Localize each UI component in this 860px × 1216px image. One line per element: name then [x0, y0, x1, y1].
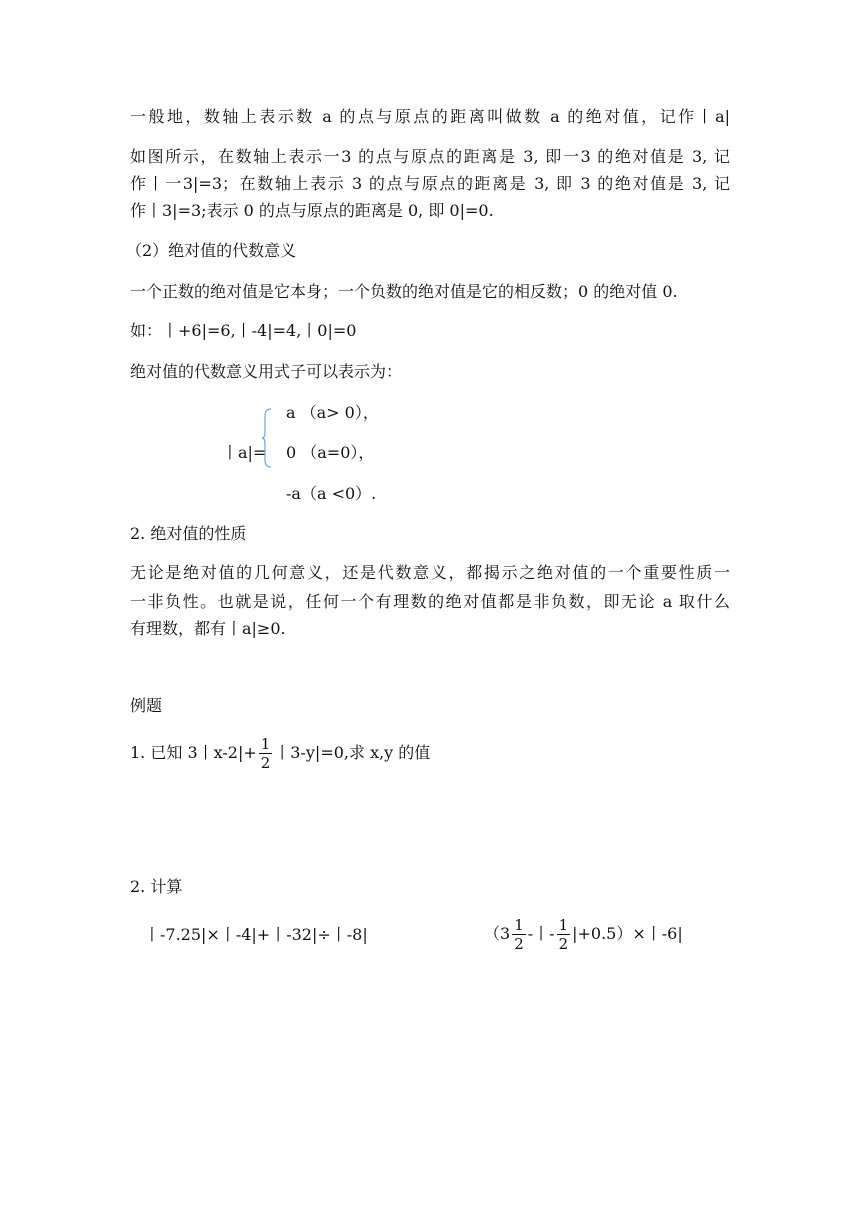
- example-1: [130, 733, 430, 773]
- fraction-denominator: 2: [514, 935, 524, 953]
- fraction-denominator: 2: [558, 935, 569, 953]
- paragraph-example-line-2: 作丨一3|=3；在数轴上表示 3 的点与原点的距离是 3, 即 3 的绝对值是 3, 记: [130, 174, 730, 193]
- piecewise-case-positive: a （a> 0），: [286, 403, 379, 422]
- piecewise-case-zero: 0 （a=0），: [286, 443, 375, 462]
- paragraph-nonnegativity-line-2: 一非负性。也就是说，任何一个有理数的绝对值都是非负数，即无论 a 取什么: [130, 592, 730, 611]
- fraction-numerator: 1: [260, 735, 271, 753]
- expression-a: 丨-7.25|×丨-4|+丨-32|÷丨-8|: [144, 925, 368, 944]
- piecewise-case-negative: -a（a <0）.: [286, 484, 377, 503]
- expression-b-prefix: （3: [484, 924, 511, 943]
- examples-heading: 例题: [130, 696, 163, 715]
- expression-b-middle: -丨-: [527, 924, 555, 943]
- paragraph-definition: 一般地，数轴上表示数 a 的点与原点的距离叫做数 a 的绝对值，记作丨a|: [130, 107, 730, 126]
- paragraph-algebraic-meaning: 一个正数的绝对值是它本身；一个负数的绝对值是它的相反数；0 的绝对值 0.: [130, 282, 678, 301]
- example-1-suffix: 丨3-y|=0,求 x,y 的值: [274, 743, 431, 762]
- fraction-numerator: 1: [514, 916, 524, 934]
- expression-b-suffix: |+0.5）×丨-6|: [572, 924, 683, 943]
- example-1-prefix: 1. 已知 3丨x-2|+: [130, 743, 257, 762]
- expression-b: [484, 914, 683, 954]
- paragraph-example-line-3: 作丨3|=3;表示 0 的点与原点的距离是 0, 即 0|=0.: [130, 201, 494, 220]
- fraction-numerator: 1: [558, 916, 569, 934]
- paragraph-examples-inline: 如：丨+6|=6,丨-4|=4,丨0|=0: [130, 321, 357, 340]
- fraction-one-half-first: [512, 916, 526, 953]
- paragraph-nonnegativity-line-1: 无论是绝对值的几何意义，还是代数意义，都揭示之绝对值的一个重要性质一: [130, 563, 730, 582]
- paragraph-nonnegativity-line-3: 有理数，都有丨a|≥0.: [130, 619, 286, 638]
- example-2-heading: 2. 计算: [130, 877, 183, 896]
- paragraph-example-line-1: 如图所示，在数轴上表示一3 的点与原点的距离是 3, 即一3 的绝对值是 3, 记: [130, 147, 730, 166]
- section-heading-properties: 2. 绝对值的性质: [130, 524, 247, 543]
- section-heading-algebraic: （2）绝对值的代数意义: [126, 241, 297, 260]
- left-brace-icon: [262, 408, 272, 468]
- piecewise-lhs: 丨a|=: [222, 443, 267, 462]
- paragraph-formula-intro: 绝对值的代数意义用式子可以表示为：: [130, 362, 403, 381]
- fraction-denominator: 2: [260, 754, 271, 772]
- fraction-one-half-second: [557, 916, 571, 953]
- fraction-one-half: [259, 735, 273, 772]
